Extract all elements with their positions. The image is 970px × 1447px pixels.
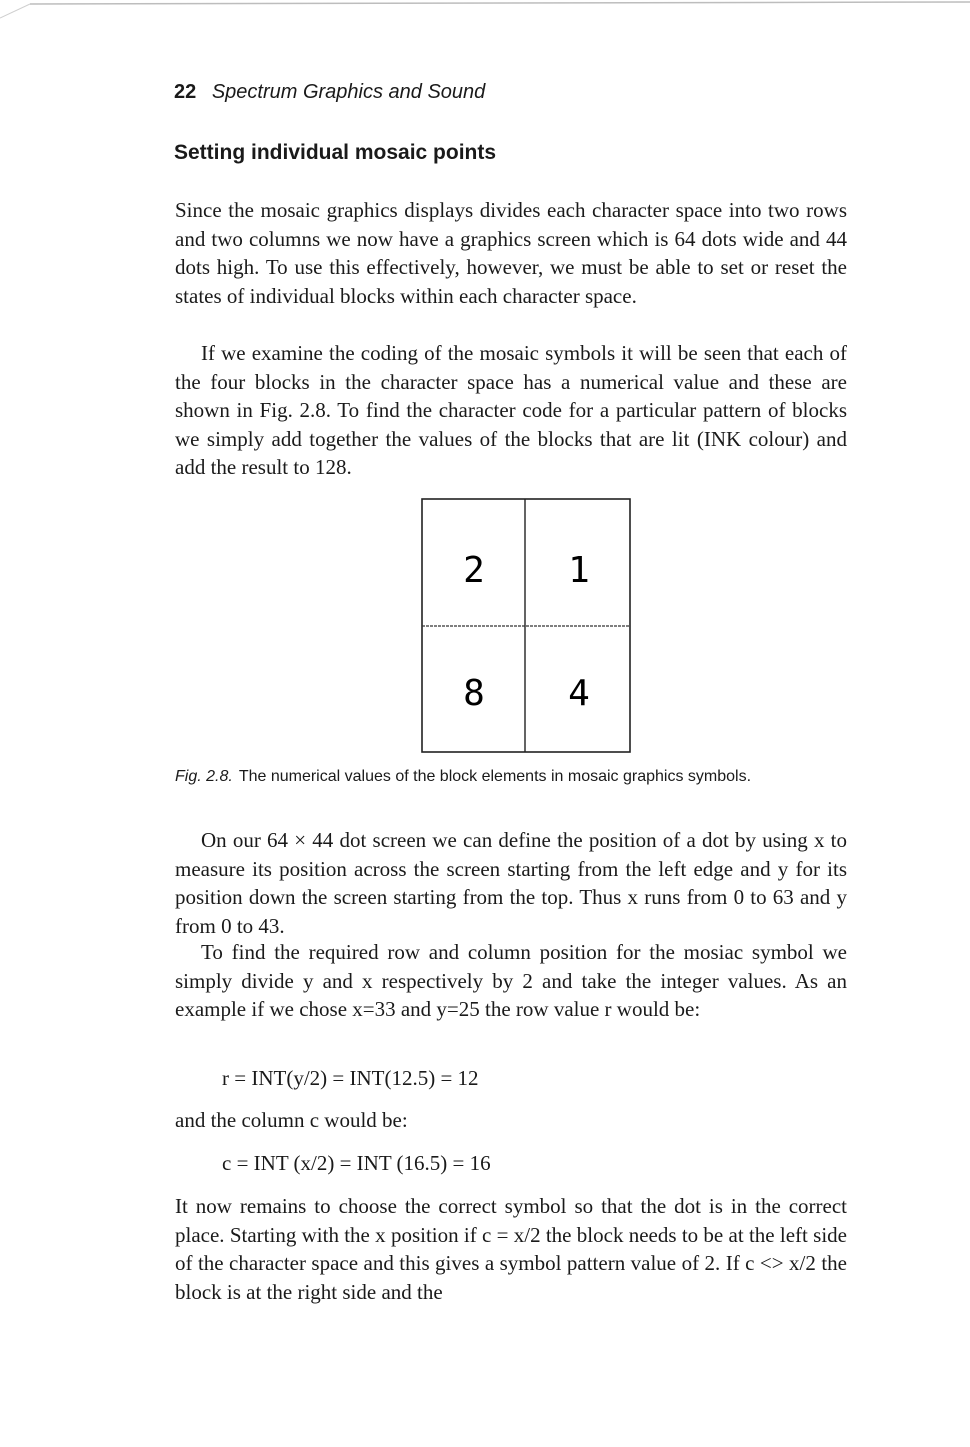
block-value-bottom-right: 4 bbox=[568, 673, 590, 714]
paragraph-5: It now remains to choose the correct symbol so that the dot is in the correct place. Starting with the x position if c = x/2 the block needs to be at the left side of the character space and this gives a symbol pattern value of 2. If c <> x/2 the block is at the right side and the bbox=[175, 1194, 847, 1304]
book-title: Spectrum Graphics and Sound bbox=[211, 81, 486, 103]
block-value-top-right: 1 bbox=[568, 550, 590, 591]
figure-block-values bbox=[421, 498, 631, 753]
paragraph-2: If we examine the coding of the mosaic symbols it will be seen that each of the four blocks in the character space has a numerical value and these are shown in Fig. 2.8. To find the character code for a particular pattern of blocks we simply add together the values of the blocks that are lit (INK colour) and add the result to 128. bbox=[175, 341, 847, 480]
block-value-top-left: 2 bbox=[463, 550, 485, 591]
formula-column: c = INT (x/2) = INT (16.5) = 16 bbox=[222, 1151, 491, 1175]
block-grid bbox=[421, 498, 631, 753]
figure-caption-text: The numerical values of the block elements in mosaic graphics symbols. bbox=[238, 768, 752, 785]
page-edge-line bbox=[0, 0, 970, 20]
figure-label: Fig. 2.8. bbox=[175, 768, 233, 785]
column-intro: and the column c would be: bbox=[175, 1108, 408, 1132]
paragraph-3: On our 64 × 44 dot screen we can define the position of a dot by using x to measure its position across the screen starting from the left edge and y for its position down the screen starting from the top. Thus x runs from 0 to 63 and y from 0 to 43. bbox=[175, 828, 847, 938]
figure-caption bbox=[175, 766, 847, 788]
paragraph-1: Since the mosaic graphics displays divides each character space into two rows and two columns we now have a graphics screen which is 64 dots wide and 44 dots high. To use this effectively, however, we must be able to set or reset the states of individual blocks within each character space. bbox=[175, 198, 847, 308]
formula-row: r = INT(y/2) = INT(12.5) = 12 bbox=[222, 1066, 479, 1090]
paragraph-4: To find the required row and column position for the mosiac symbol we simply divide y and x respectively by 2 and take the integer values. As an example if we chose x=33 and y=25 the row value r would be: bbox=[175, 940, 847, 1022]
page-number: 22 bbox=[174, 81, 197, 103]
running-head bbox=[174, 78, 485, 106]
block-value-bottom-left: 8 bbox=[463, 673, 485, 714]
section-heading: Setting individual mosaic points bbox=[174, 141, 497, 164]
